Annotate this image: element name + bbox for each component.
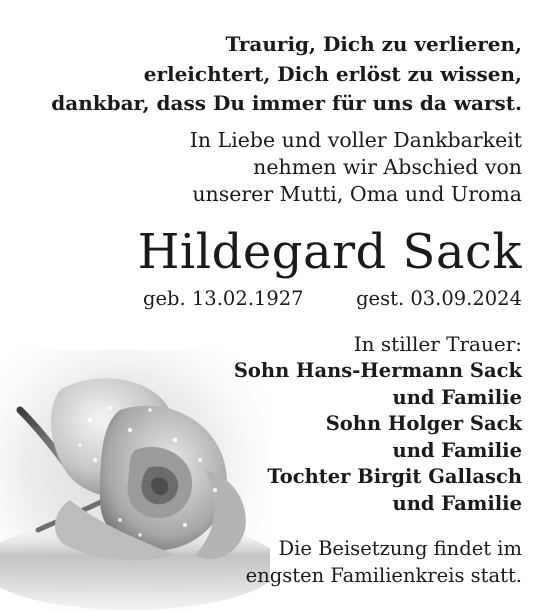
deceased-name: Hildegard Sack: [137, 224, 522, 280]
rose-image: [0, 350, 270, 611]
funeral-note: [246, 535, 522, 589]
funeral-line: Die Beisetzung findet im: [278, 537, 522, 560]
funeral-line: engsten Familienkreis statt.: [245, 564, 522, 587]
mourner-line: und Familie: [392, 385, 522, 409]
farewell-intro: [190, 127, 522, 208]
motto-line: erleichtert, Dich erlöst zu wissen,: [143, 61, 522, 86]
mourners-list: [234, 358, 522, 517]
mourner-line: Sohn Holger Sack: [325, 412, 522, 435]
death-date: gest. 03.09.2024: [356, 287, 522, 310]
motto-line: Traurig, Dich zu verlieren,: [225, 32, 522, 56]
birth-date: geb. 13.02.1927: [143, 287, 304, 310]
motto-line: dankbar, dass Du immer für uns da warst.: [51, 91, 522, 115]
intro-line: In Liebe und voller Dankbarkeit: [189, 128, 522, 152]
mourner-line: und Familie: [392, 438, 522, 462]
intro-line: unserer Mutti, Oma und Uroma: [192, 182, 522, 206]
mourner-line: Tochter Birgit Gallasch: [267, 465, 522, 488]
intro-line: nehmen wir Abschied von: [253, 155, 522, 179]
mourner-line: und Familie: [392, 491, 522, 515]
mourning-label: In stiller Trauer:: [353, 332, 522, 356]
mourner-line: Sohn Hans-Hermann Sack: [233, 359, 522, 382]
motto-verse: [51, 30, 522, 119]
